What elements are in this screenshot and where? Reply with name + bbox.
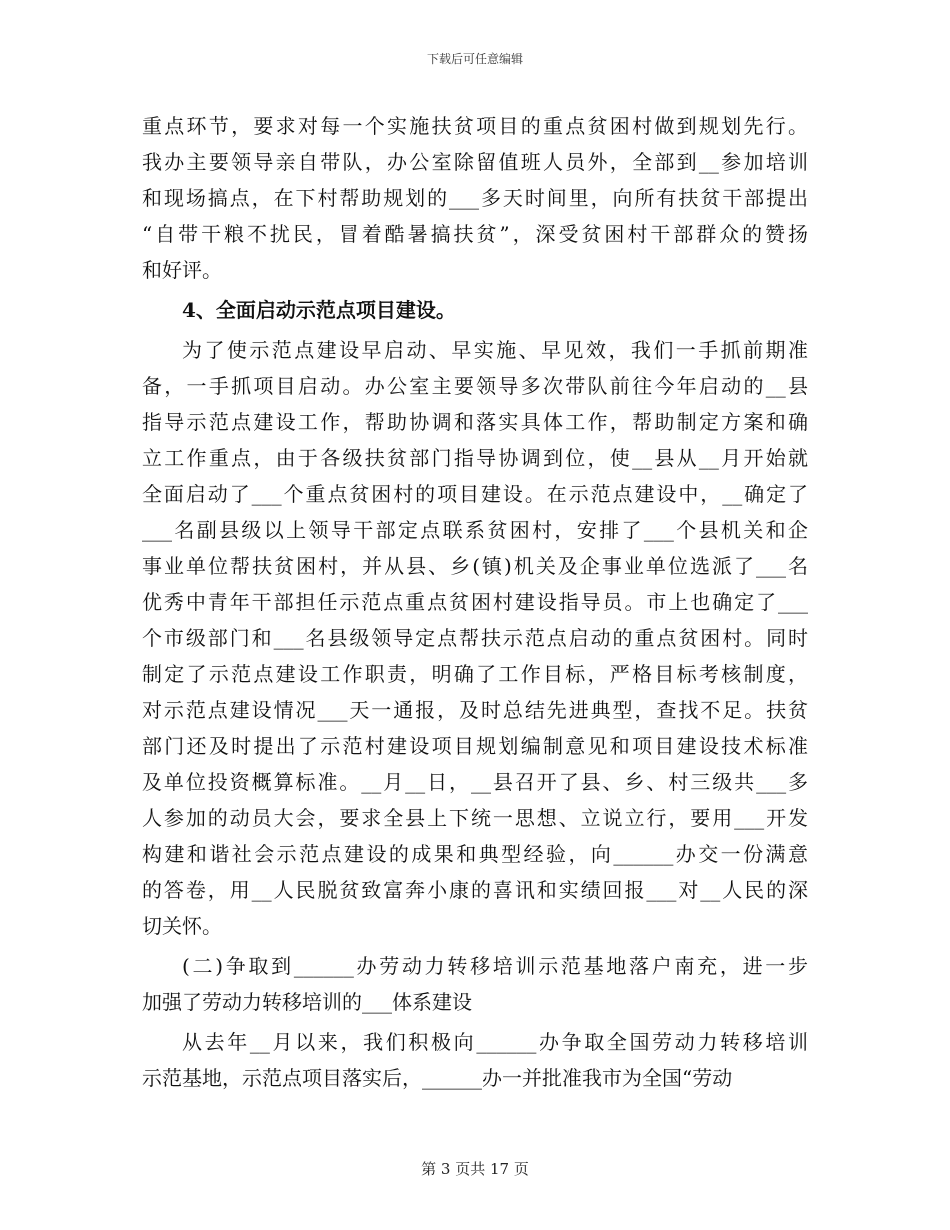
section-heading bbox=[142, 292, 808, 328]
page-header: 下载后可任意编辑 bbox=[426, 52, 523, 66]
text-line: 对示范点建设情况___天一通报，及时总结先进典型，查找不足。扶贫 bbox=[142, 698, 808, 722]
paragraph bbox=[142, 948, 808, 1020]
text-line: 为了使示范点建设早启动、早实施、早见效，我们一手抓前期准 bbox=[182, 338, 808, 362]
text-line: 的答卷，用__人民脱贫致富奔小康的喜讯和实绩回报___对__人民的深 bbox=[142, 878, 808, 902]
text-line: 及单位投资概算标准。__月__日，__县召开了县、乡、村三级共___多 bbox=[142, 770, 808, 794]
text-line: 人参加的动员大会，要求全县上下统一思想、立说立行，要用___开发 bbox=[142, 806, 808, 830]
text-line: 指导示范点建设工作，帮助协调和落实具体工作，帮助制定方案和确 bbox=[142, 410, 808, 434]
text-line: ___名副县级以上领导干部定点联系贫困村，安排了___个县机关和企 bbox=[142, 518, 808, 542]
text-line: 全面启动了___个重点贫困村的项目建设。在示范点建设中，__确定了 bbox=[142, 482, 808, 506]
paragraph bbox=[142, 1024, 808, 1096]
text-line: 加强了劳动力转移培训的___体系建设 bbox=[142, 990, 472, 1014]
document-body bbox=[142, 108, 808, 1096]
text-line: 切关怀。 bbox=[142, 914, 222, 938]
text-line: “自带干粮不扰民，冒着酷暑搞扶贫”，深受贫困村干部群众的赞扬 bbox=[142, 222, 808, 246]
paragraph bbox=[142, 108, 808, 288]
text-line: 个市级部门和___名县级领导定点帮扶示范点启动的重点贫困村。同时 bbox=[142, 626, 808, 650]
text-line: 部门还及时提出了示范村建设项目规划编制意见和项目建设技术标准 bbox=[142, 734, 808, 758]
text-line: 4、全面启动示范点项目建设。 bbox=[182, 298, 456, 322]
text-line: 我办主要领导亲自带队，办公室除留值班人员外，全部到__参加培训 bbox=[142, 150, 808, 174]
text-line: 立工作重点，由于各级扶贫部门指导协调到位，使__县从__月开始就 bbox=[142, 446, 808, 470]
text-line: 备，一手抓项目启动。办公室主要领导多次带队前往今年启动的__县 bbox=[142, 374, 808, 398]
text-line: 重点环节，要求对每一个实施扶贫项目的重点贫困村做到规划先行。 bbox=[142, 114, 808, 138]
text-line: 制定了示范点建设工作职责，明确了工作目标，严格目标考核制度， bbox=[142, 662, 808, 686]
text-line: 优秀中青年干部担任示范点重点贫困村建设指导员。市上也确定了___ bbox=[142, 590, 808, 614]
text-line: 事业单位帮扶贫困村，并从县、乡(镇)机关及企事业单位选派了___名 bbox=[142, 554, 808, 578]
text-line: 和现场搞点，在下村帮助规划的___多天时间里，向所有扶贫干部提出 bbox=[142, 186, 808, 210]
text-line: 从去年__月以来，我们积极向______办争取全国劳动力转移培训 bbox=[182, 1030, 808, 1054]
text-line: 和好评。 bbox=[142, 258, 222, 282]
page-footer: 第 3 页共 17 页 bbox=[421, 1160, 529, 1178]
text-line: 构建和谐社会示范点建设的成果和典型经验，向______办交一份满意 bbox=[142, 842, 808, 866]
text-line: 示范基地，示范点项目落实后，______办一并批准我市为全国“劳动 bbox=[142, 1066, 733, 1090]
paragraph bbox=[142, 332, 808, 944]
text-line: (二)争取到______办劳动力转移培训示范基地落户南充，进一步 bbox=[182, 954, 808, 978]
